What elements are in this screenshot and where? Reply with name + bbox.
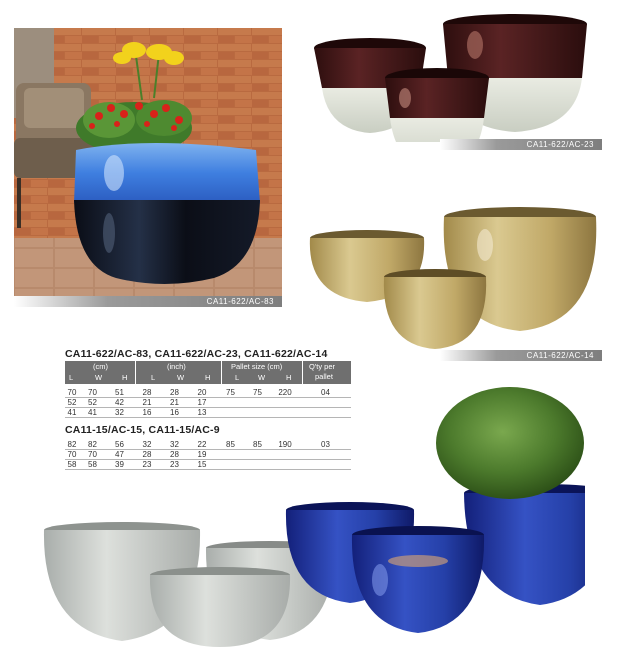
pots-ac23-illustration bbox=[300, 10, 600, 142]
table-cell: 13 bbox=[188, 408, 216, 418]
header-col-h: H bbox=[286, 373, 292, 382]
header-col-h: H bbox=[205, 373, 211, 382]
header-col-h: H bbox=[122, 373, 128, 382]
table-cell: 23 bbox=[133, 460, 161, 470]
photo-bottom bbox=[40, 385, 585, 647]
table-cell: 19 bbox=[188, 450, 216, 460]
table-cell: 75 bbox=[245, 388, 270, 398]
header-col-l: L bbox=[235, 373, 240, 382]
table-cell: 20 bbox=[188, 388, 216, 398]
table-cell: 70 bbox=[79, 388, 106, 398]
pot-ac83-illustration bbox=[14, 28, 282, 296]
table-cell: 85 bbox=[216, 440, 245, 450]
table-cell: 21 bbox=[133, 398, 161, 408]
pots-ac14-illustration bbox=[305, 205, 600, 350]
photo-ac23 bbox=[300, 10, 600, 142]
pots-bottom-illustration bbox=[40, 385, 585, 647]
photo-ac14 bbox=[305, 205, 600, 350]
table-cell: 04 bbox=[300, 388, 351, 398]
spec-table-1-title: CA11-622/AC-83, CA11-622/AC-23, CA11-622/AC-14 bbox=[65, 348, 328, 360]
table-cell: 28 bbox=[133, 388, 161, 398]
header-col-w: W bbox=[95, 373, 103, 382]
header-inch: (inch) bbox=[167, 362, 186, 371]
table-cell: 42 bbox=[106, 398, 133, 408]
table-cell: 28 bbox=[161, 388, 188, 398]
table-cell: 220 bbox=[270, 388, 300, 398]
table-cell: 70 bbox=[79, 450, 106, 460]
photo-ac83 bbox=[14, 28, 282, 296]
header-col-w: W bbox=[177, 373, 185, 382]
table-cell: 41 bbox=[65, 408, 79, 418]
table-cell: 22 bbox=[188, 440, 216, 450]
table-cell: 51 bbox=[106, 388, 133, 398]
table-cell: 23 bbox=[161, 460, 188, 470]
table-cell: 52 bbox=[65, 398, 79, 408]
header-cm: (cm) bbox=[93, 362, 108, 371]
header-divider bbox=[135, 361, 136, 384]
table-cell: 21 bbox=[161, 398, 188, 408]
table-cell: 16 bbox=[133, 408, 161, 418]
header-col-w: W bbox=[258, 373, 266, 382]
table-cell: 70 bbox=[65, 388, 79, 398]
table-cell: 32 bbox=[106, 408, 133, 418]
header-pallet-size: Pallet size (cm) bbox=[231, 362, 283, 371]
table-cell: 17 bbox=[188, 398, 216, 408]
table-cell: 16 bbox=[161, 408, 188, 418]
caption-ac83: CA11-622/AC-83 bbox=[14, 296, 282, 307]
table-cell: 47 bbox=[106, 450, 133, 460]
spec-table-header bbox=[65, 361, 351, 384]
table-cell: 75 bbox=[216, 388, 245, 398]
caption-ac23: CA11-622/AC-23 bbox=[440, 139, 602, 150]
table-cell: 32 bbox=[161, 440, 188, 450]
table-cell: 70 bbox=[65, 450, 79, 460]
caption-ac14: CA11-622/AC-14 bbox=[440, 350, 602, 361]
table-cell: 52 bbox=[79, 398, 106, 408]
table-cell: 03 bbox=[300, 440, 351, 450]
table-cell: 28 bbox=[133, 450, 161, 460]
table-cell: 190 bbox=[270, 440, 300, 450]
table-cell: 82 bbox=[79, 440, 106, 450]
header-divider bbox=[302, 361, 303, 384]
table-cell: 82 bbox=[65, 440, 79, 450]
table-cell: 41 bbox=[79, 408, 106, 418]
header-qty-line2: pallet bbox=[315, 372, 333, 381]
header-qty-line1: Q'ty per bbox=[309, 362, 336, 371]
table-cell: 58 bbox=[65, 460, 79, 470]
table-cell: 28 bbox=[161, 450, 188, 460]
header-col-l: L bbox=[151, 373, 156, 382]
table-cell: 39 bbox=[106, 460, 133, 470]
table-cell: 56 bbox=[106, 440, 133, 450]
header-col-l: L bbox=[69, 373, 74, 382]
table-cell: 85 bbox=[245, 440, 270, 450]
table-cell: 15 bbox=[188, 460, 216, 470]
table-cell: 32 bbox=[133, 440, 161, 450]
spec-table-2-title: CA11-15/AC-15, CA11-15/AC-9 bbox=[65, 424, 220, 436]
table-cell: 58 bbox=[79, 460, 106, 470]
header-divider bbox=[221, 361, 222, 384]
